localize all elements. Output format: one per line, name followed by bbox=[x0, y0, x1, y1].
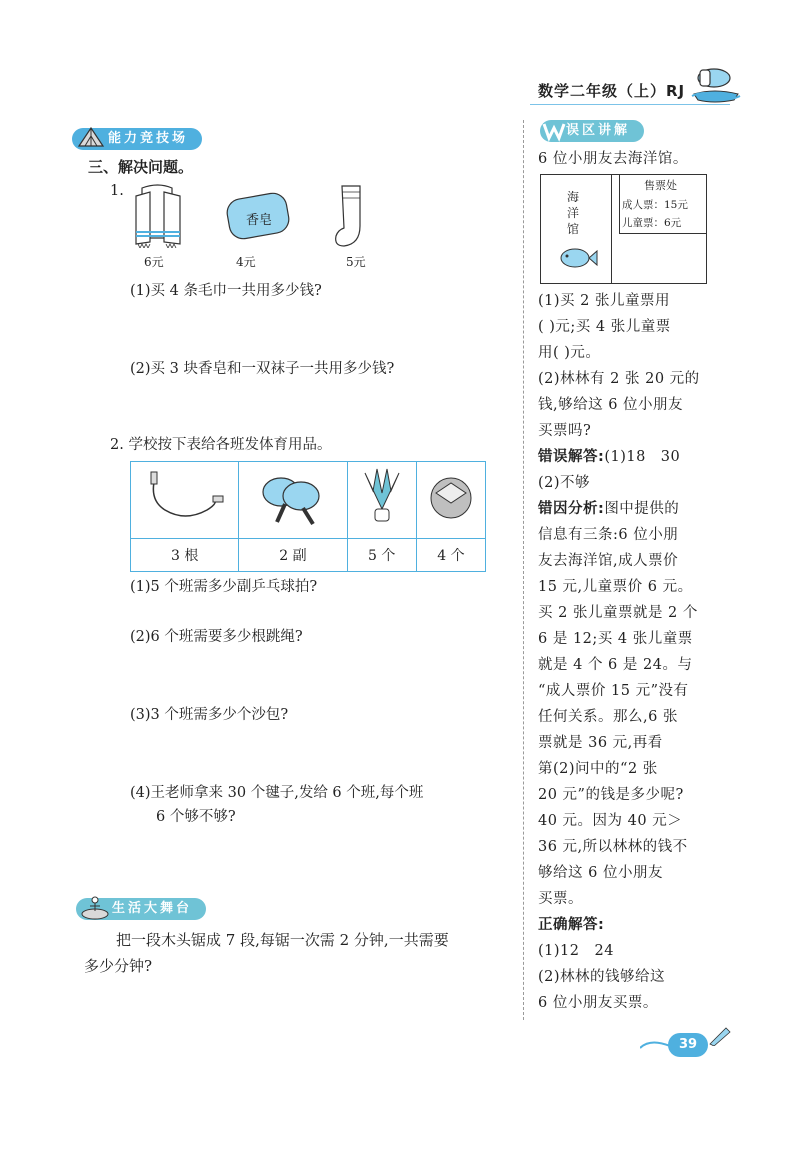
question-line: 钱,够给这 6 位小朋友 bbox=[538, 397, 684, 413]
qty-paddles: 2 副 bbox=[239, 539, 347, 572]
w-logo-icon bbox=[542, 118, 566, 142]
sock-icon bbox=[330, 182, 372, 252]
question-line: 用( )元。 bbox=[538, 345, 601, 361]
child-price: 儿童票：6元 bbox=[622, 217, 682, 229]
aquarium-char-3: 馆 bbox=[567, 222, 580, 236]
life-problem-line1: 把一段木头锯成 7 段,每锯一次需 2 分钟,一共需要 bbox=[116, 931, 449, 949]
error-analysis-label: 错因分析: bbox=[538, 501, 605, 517]
book-title: 数学二年级（上）RJ bbox=[538, 82, 686, 100]
analysis-line: 友去海洋馆,成人票价 bbox=[538, 553, 679, 569]
life-problem-line2: 多少分钟? bbox=[84, 957, 153, 975]
cell-jump-rope bbox=[131, 462, 239, 539]
badge-ability-label: 能力竞技场 bbox=[108, 131, 189, 146]
analysis-line: 票就是 36 元,再看 bbox=[538, 735, 663, 751]
analysis-line: 6 是 12;买 4 张儿童票 bbox=[538, 631, 693, 647]
cell-ping-pong-paddles bbox=[239, 462, 347, 539]
qty-sandbag: 4 个 bbox=[416, 539, 485, 572]
badge-ability-arena bbox=[72, 128, 202, 150]
analysis-line: 买 2 张儿童票就是 2 个 bbox=[538, 605, 698, 621]
analysis-line: “成人票价 15 元”没有 bbox=[538, 683, 689, 699]
badge-error-explain bbox=[540, 120, 644, 142]
tent-icon bbox=[76, 122, 106, 152]
aquarium-char-2: 洋 bbox=[567, 206, 580, 220]
badge-error-label: 误区讲解 bbox=[566, 123, 631, 138]
ping-pong-paddle-icon bbox=[253, 468, 333, 528]
jump-rope-icon bbox=[145, 470, 225, 526]
adult-price: 成人票：15元 bbox=[622, 199, 688, 211]
question-line: (1)买 2 张儿童票用 bbox=[538, 293, 670, 309]
fish-icon bbox=[555, 243, 599, 273]
towel-icon bbox=[128, 182, 186, 248]
sandbag-icon bbox=[426, 473, 476, 523]
q2-sub2: (2)6 个班需要多少根跳绳? bbox=[130, 629, 303, 645]
section-title: 三、解决问题。 bbox=[88, 158, 194, 176]
qty-jump-rope: 3 根 bbox=[131, 539, 239, 572]
correct-answer-block bbox=[538, 912, 728, 1016]
supplies-table bbox=[130, 461, 486, 572]
aquarium-panel bbox=[541, 175, 612, 283]
error-analysis-block bbox=[538, 496, 728, 912]
analysis-line: 信息有三条:6 位小朋 bbox=[538, 527, 679, 543]
aquarium-name bbox=[567, 189, 579, 237]
badge-life-label: 生活大舞台 bbox=[112, 901, 193, 916]
analysis-line: 36 元,所以林林的钱不 bbox=[538, 839, 688, 855]
wrong-answer-2: (2)不够 bbox=[538, 475, 591, 491]
price-towel: 6元 bbox=[144, 255, 164, 269]
ticket-sign bbox=[619, 175, 707, 234]
correct-answer-label: 正确解答: bbox=[538, 917, 605, 933]
correct-line: 6 位小朋友买票。 bbox=[538, 995, 658, 1011]
q2-sub1: (1)5 个班需多少副乒乓球拍? bbox=[130, 579, 318, 595]
q2-sub3: (3)3 个班需多少个沙包? bbox=[130, 707, 289, 723]
price-soap: 4元 bbox=[236, 255, 256, 269]
sidebar-question bbox=[538, 288, 728, 444]
badge-life-stage bbox=[76, 898, 206, 920]
analysis-line: 第(2)问中的“2 张 bbox=[538, 761, 658, 777]
price-sock: 5元 bbox=[346, 255, 366, 269]
question-line: ( )元;买 4 张儿童票 bbox=[538, 319, 671, 335]
wrong-answer-1: (1)18 30 bbox=[604, 449, 681, 465]
analysis-line: 够给这 6 位小朋友 bbox=[538, 865, 663, 881]
pen-icon bbox=[708, 1024, 732, 1046]
column-divider bbox=[523, 120, 524, 1020]
ship-logo-icon bbox=[690, 60, 742, 104]
question-line: (2)林林有 2 张 20 元的 bbox=[538, 371, 700, 387]
q1-number: 1. bbox=[110, 183, 124, 199]
header-rule bbox=[530, 104, 730, 105]
page-wave-icon bbox=[640, 1034, 670, 1054]
cell-shuttlecock bbox=[347, 462, 416, 539]
analysis-line: 20 元”的钱是多少呢? bbox=[538, 787, 684, 803]
question-line: 买票吗? bbox=[538, 423, 592, 439]
q2-stem: 2. 学校按下表给各班发体育用品。 bbox=[110, 437, 332, 453]
q2-sub4-line1: (4)王老师拿来 30 个毽子,发给 6 个班,每个班 bbox=[130, 785, 424, 801]
analysis-line: 任何关系。那么,6 张 bbox=[538, 709, 678, 725]
q2-sub4-line2: 6 个够不够? bbox=[156, 809, 236, 825]
soap-label: 香皂 bbox=[246, 213, 273, 228]
page-number: 39 bbox=[668, 1033, 708, 1057]
aquarium-poster bbox=[540, 174, 707, 284]
ticket-title: 售票处 bbox=[644, 179, 677, 192]
correct-line: (2)林林的钱够给这 bbox=[538, 969, 666, 985]
wrong-answer-label: 错误解答: bbox=[538, 449, 605, 465]
shuttlecock-icon bbox=[357, 467, 407, 529]
aquarium-char-1: 海 bbox=[567, 190, 580, 204]
analysis-line: 15 元,儿童票价 6 元。 bbox=[538, 579, 693, 595]
analysis-line: 买票。 bbox=[538, 891, 583, 907]
sidebar-intro: 6 位小朋友去海洋馆。 bbox=[538, 151, 688, 167]
q1-sub2: (2)买 3 块香皂和一双袜子一共用多少钱? bbox=[130, 361, 395, 377]
stage-icon bbox=[80, 892, 110, 922]
cell-sandbag bbox=[416, 462, 485, 539]
qty-shuttlecock: 5 个 bbox=[347, 539, 416, 572]
analysis-line: 40 元。因为 40 元＞ bbox=[538, 813, 683, 829]
q1-sub1: (1)买 4 条毛巾一共用多少钱? bbox=[130, 283, 322, 299]
analysis-first: 图中提供的 bbox=[604, 501, 680, 517]
analysis-line: 就是 4 个 6 是 24。与 bbox=[538, 657, 693, 673]
correct-line: (1)12 24 bbox=[538, 943, 614, 959]
wrong-answer-block bbox=[538, 444, 728, 496]
